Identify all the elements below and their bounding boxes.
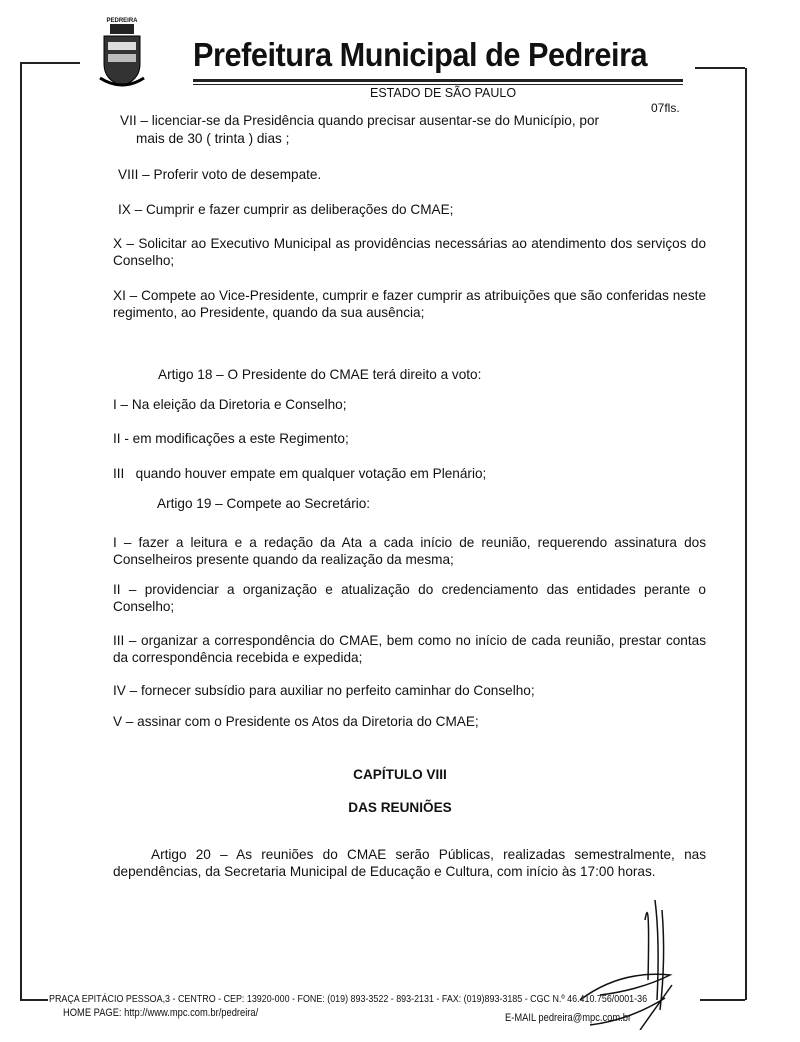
art19-item-4: IV – fornecer subsídio para auxiliar no perfeito caminhar do Conselho;: [113, 683, 535, 698]
crest-logo: [98, 14, 146, 92]
subtitle: ESTADO DE SÃO PAULO: [370, 86, 517, 100]
title-underline: [193, 79, 683, 82]
title-underline-thin: [193, 84, 683, 85]
art19-item-1: I – fazer a leitura e a redação da Ata a cada início de reunião, requerendo assinatura dos Conselheiros presente quando da realização da mesma;: [113, 535, 706, 567]
chapter-title: DAS REUNIÕES: [348, 800, 452, 815]
art19-item-5: V – assinar com o Presidente os Atos da Diretoria do CMAE;: [113, 714, 479, 729]
signature: [560, 880, 710, 1030]
chapter-heading: CAPÍTULO VIII: [353, 767, 447, 782]
page-title: Prefeitura Municipal de Pedreira: [193, 36, 648, 73]
article-19: Artigo 19 – Compete ao Secretário:: [157, 496, 371, 511]
item-x: X – Solicitar ao Executivo Municipal as providências necessárias ao atendimento dos serviços do Conselho;: [113, 236, 706, 268]
frame-right: [745, 68, 747, 1000]
footer-homepage: HOME PAGE: http://www.mpc.com.br/pedreira/: [63, 1007, 259, 1019]
frame-left-top: [20, 62, 80, 64]
item-ix: IX – Cumprir e fazer cumprir as deliberações do CMAE;: [118, 202, 454, 217]
art18-item-1: I – Na eleição da Diretoria e Conselho;: [113, 397, 347, 412]
item-vii-line2: mais de 30 ( trinta ) dias ;: [136, 131, 290, 146]
item-xi: XI – Compete ao Vice-Presidente, cumprir e fazer cumprir as atribuições que são conferidas neste regimento, ao Presidente, quando da sua ausência;: [113, 288, 706, 320]
article-20: Artigo 20 – As reuniões do CMAE serão Públicas, realizadas semestralmente, nas dependências, da Secretaria Municipal de Educação e Cultura, com início às 17:00 horas.: [113, 847, 706, 879]
art18-item-2: II - em modificações a este Regimento;: [113, 431, 349, 446]
item-viii: VIII – Proferir voto de desempate.: [118, 167, 322, 182]
art19-item-3: III – organizar a correspondência do CMAE, bem como no início de cada reunião, prestar contas da correspondência recebida e expedida;: [113, 633, 706, 665]
item-vii-line1: VII – licenciar-se da Presidência quando precisar ausentar-se do Município, por: [120, 113, 600, 128]
footer-address: PRAÇA EPITÁCIO PESSOA,3 - CENTRO - CEP: 13920-000 - FONE: (019) 893-3522 - 893-2131 - FAX: (019)893-3185 - CGC N.º 46.410.756/0001-36: [49, 993, 648, 1005]
art18-item-3: III quando houver empate em qualquer votação em Plenário;: [113, 466, 487, 481]
frame-right-top: [695, 67, 745, 69]
frame-left-bottom: [20, 999, 48, 1001]
footer-email: E-MAIL pedreira@mpc.com.br: [505, 1012, 632, 1024]
svg-text:PEDREIRA: PEDREIRA: [106, 18, 138, 24]
article-18: Artigo 18 – O Presidente do CMAE terá direito a voto:: [158, 367, 482, 382]
frame-left: [20, 62, 22, 1000]
art19-item-2: II – providenciar a organização e atualização do credenciamento das entidades perante o Conselho;: [113, 582, 706, 614]
page-mark: 07fls.: [651, 101, 680, 115]
